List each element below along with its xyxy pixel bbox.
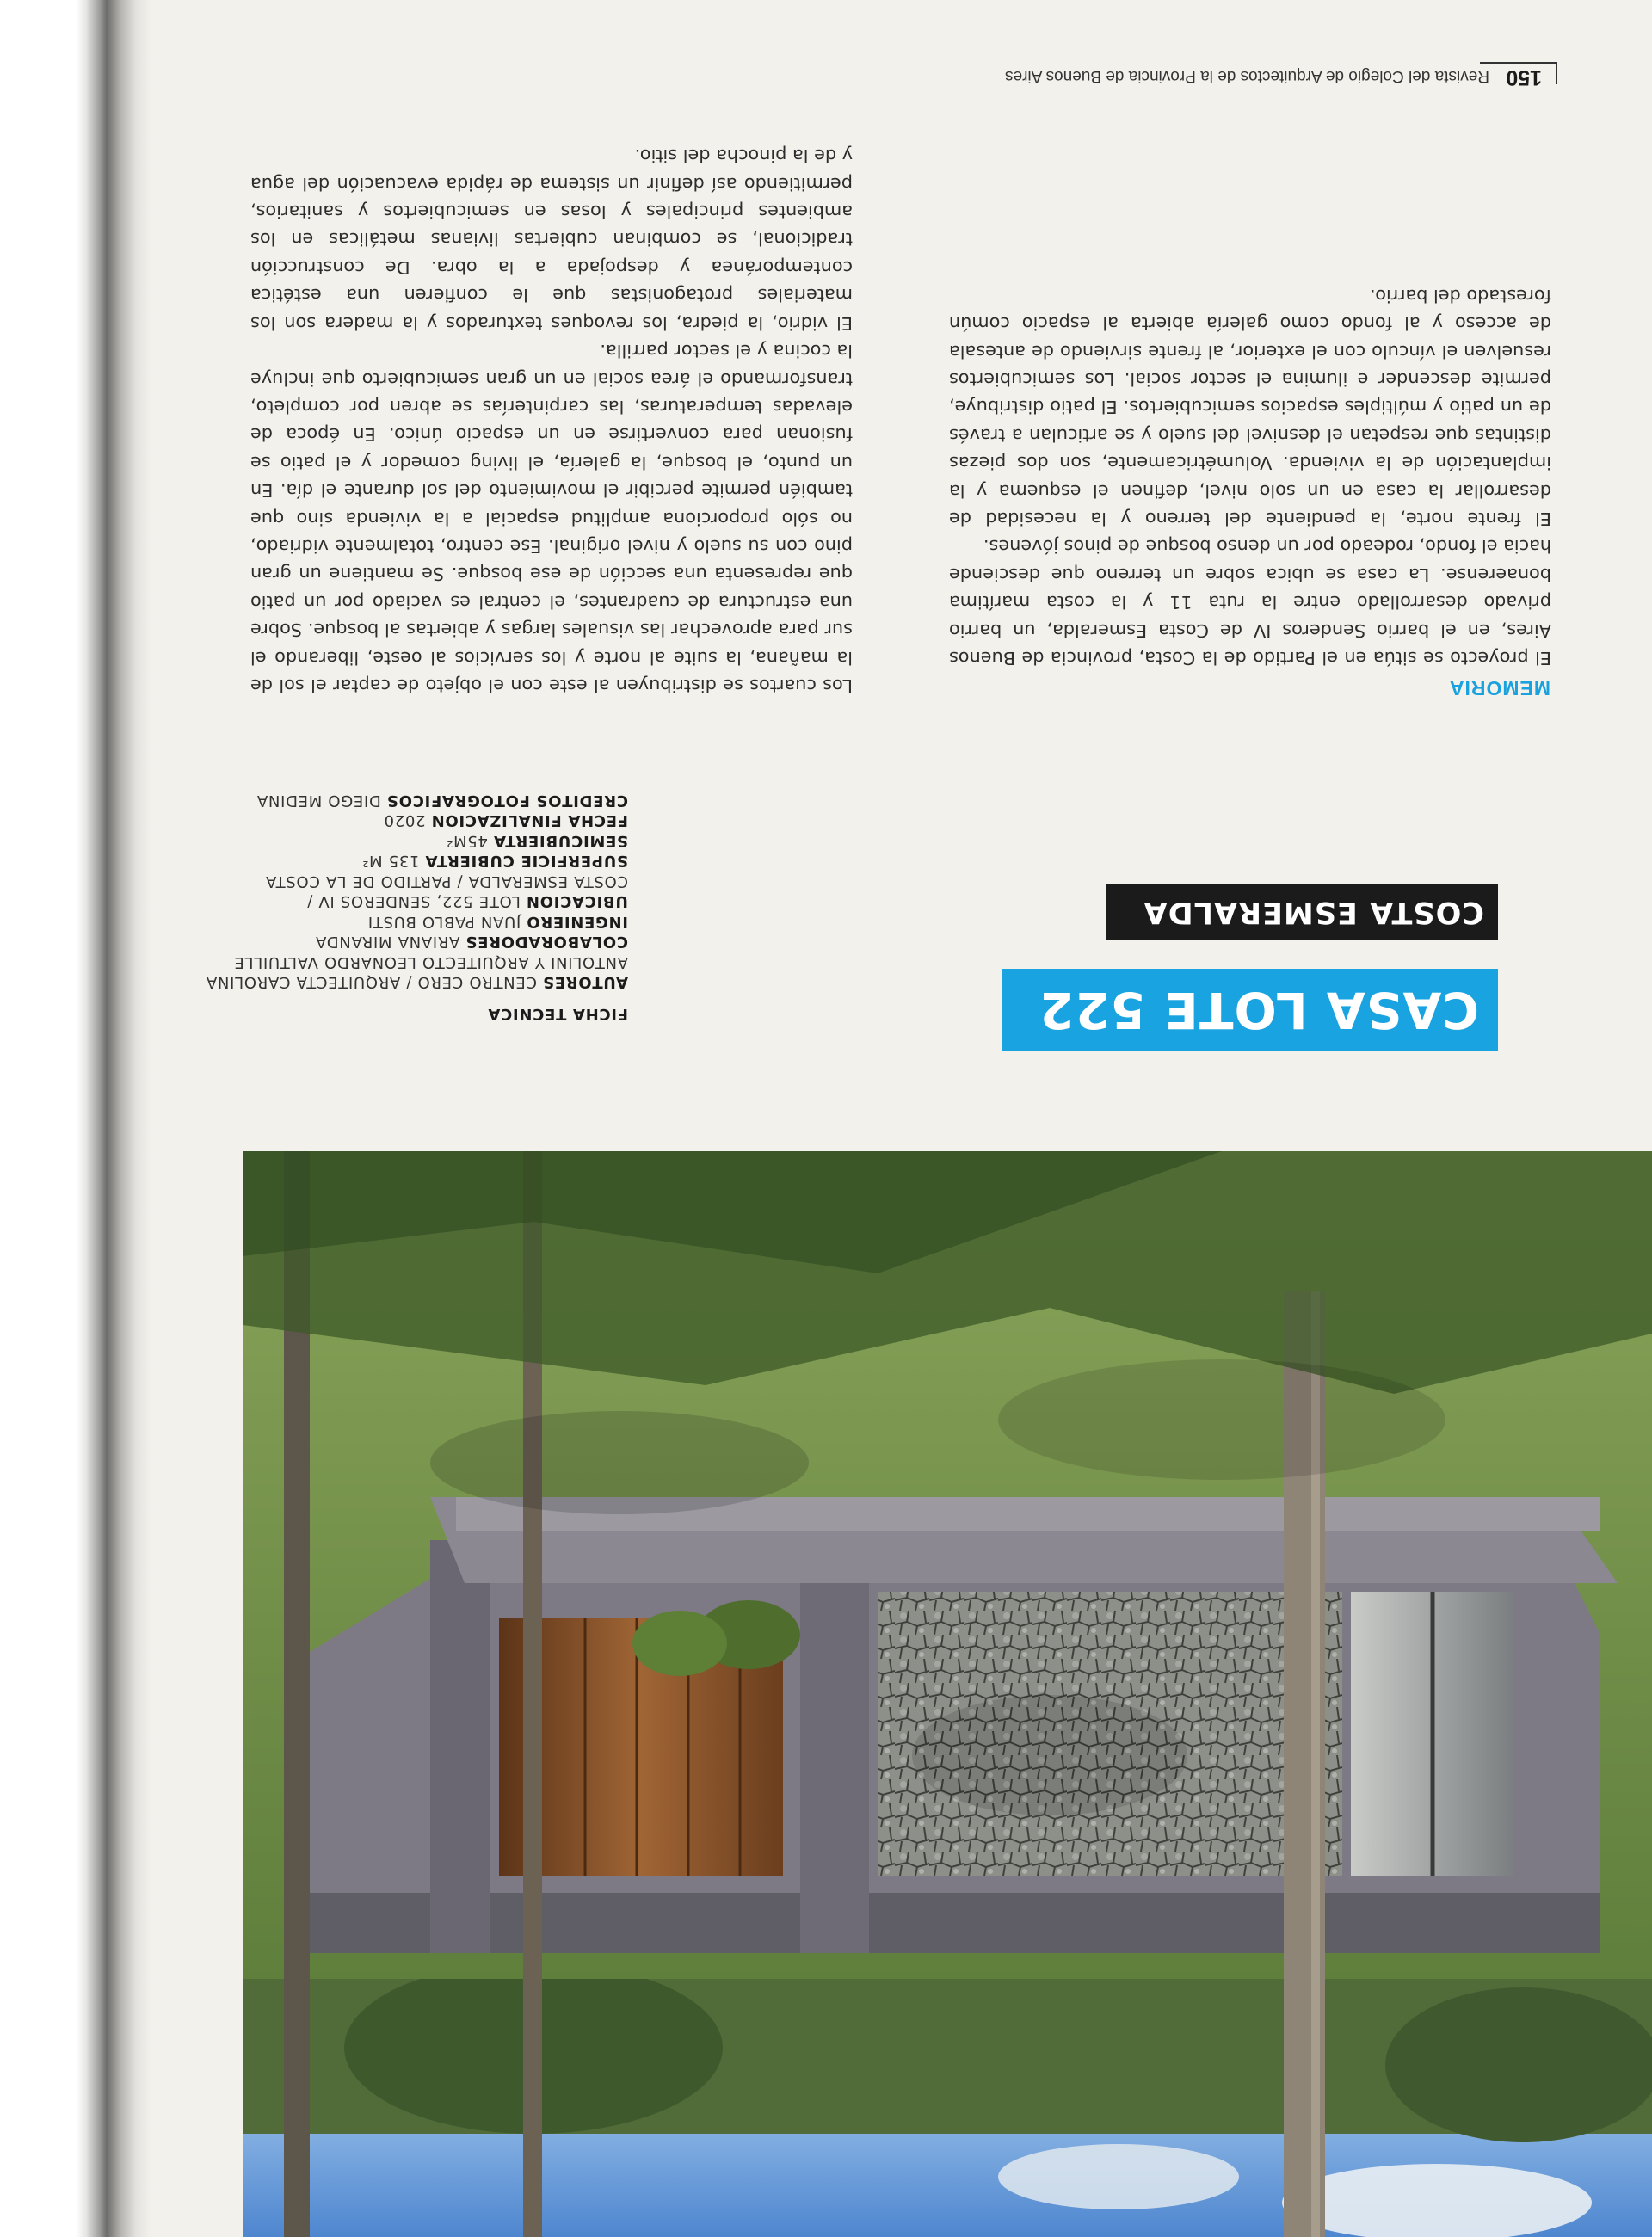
ficha-value: 135 M²: [361, 852, 420, 871]
ficha-label: FECHA FINALIZACION: [430, 811, 628, 830]
ficha-row-ubicacion: [224, 891, 628, 912]
ficha-value: LOTE 522, SENDEROS IV /: [306, 892, 521, 911]
ficha-label: SEMICUBIERTA: [493, 832, 628, 850]
house-plinth: [310, 1893, 1600, 1953]
cloud-shape: [998, 2144, 1239, 2209]
patio-plant: [632, 1611, 727, 1676]
running-header: [697, 59, 1557, 89]
house-photograph: [243, 1151, 1652, 2237]
ficha-value: 45M²: [446, 832, 488, 850]
ficha-row-ingeniero: [224, 912, 628, 933]
ficha-heading: FICHA TECNICA: [487, 1005, 628, 1023]
ficha-label: SUPERFICIE CUBIERTA: [424, 852, 628, 871]
ficha-value: CENTRO CERO / ARQUITECTA CAROLINA: [206, 973, 537, 992]
ficha-label: AUTORES: [542, 973, 628, 992]
ficha-value: COSTA ESMERALDA / PARTIDO DE LA COSTA: [265, 872, 628, 890]
memoria-column-right: [250, 142, 853, 699]
ficha-label: COLABORADORES: [465, 933, 628, 952]
project-location-title: COSTA ESMERALDA: [1106, 884, 1498, 940]
header-rule: [1480, 62, 1557, 64]
ficha-row-autores-cont: [224, 952, 628, 973]
concrete-column: [430, 1540, 490, 1953]
ficha-row-autores: [206, 972, 628, 993]
page-number: 150: [1506, 65, 1542, 89]
memoria-paragraph-2: El frente norte, la pendiente del terreno y la necesidad de desarrollar la casa en un solo nivel, definen el esquema y la implantación de la vivienda. Volumétricamente, son dos piezas distintas que respetan el desnivel del suelo y se articulan a través de un patio y múltiples espacios semicubiertos. El patio distribuye, permite descender e ilumina el sector social. Los semicubiertos resuelven el vínculo con el exterior, al frente sirviendo de antesala de acceso y al fondo como galería abierta al espacio común forestado del barrio.: [949, 285, 1551, 529]
ficha-label: CREDITOS FOTOGRAFICOS: [386, 792, 628, 810]
header-rule-tick: [1556, 64, 1557, 84]
ficha-value: ARIANA MIRANDA: [315, 933, 460, 952]
ficha-value: DIEGO MEDINA: [256, 792, 381, 810]
memoria-heading: MEMORIA: [1448, 677, 1550, 699]
memoria-column-left: [949, 281, 1551, 672]
ficha-row-ubicacion-cont: [224, 872, 628, 892]
ficha-row-colaboradores: [224, 932, 628, 952]
memoria-paragraph-3: Los cuartos se distribuyen al este con el objeto de captar el sol de la mañana, la suite al norte y los servicios al oeste, liberando el sur para aprovechar las visuales largas y abiertas al bosque. Sobre una estructura de cuadrantes, el central es vaciado por un patio que representa una sección de ese bosque. Se mantiene un gran pino con su suelo y nivel original. Ese centro, totalmente vidriado, no sólo proporciona amplitud espacial a la vivienda sino que también permite percibir el movimiento del sol durante el día. En un punto, el bosque, la galería, el living comedor y el patio se fusionan para convertirse en un espacio único. En época de elevadas temperaturas, las carpinterías se abren por completo, transformando el área social en un gran semicubierto que incluye la cocina y el sector parrilla.: [250, 341, 853, 696]
ficha-row-superficie: [224, 851, 628, 872]
ficha-tecnica: [206, 791, 628, 1025]
ficha-value: JUAN PABLO BUSTI: [367, 913, 521, 931]
ficha-row-semicubierta: [224, 831, 628, 852]
concrete-column: [800, 1540, 869, 1953]
ficha-value: 2020: [383, 811, 426, 830]
ficha-value: ANTOLINI Y ARQUITECTO LEONARDO VALTUILLE: [233, 953, 628, 971]
ficha-row-creditos: [224, 791, 628, 811]
ficha-label: UBICACION: [526, 892, 628, 911]
tree-canopy: [1385, 1987, 1652, 2142]
ficha-row-fecha: [224, 810, 628, 831]
ficha-label: INGENIERO: [526, 913, 628, 931]
project-title: CASA LOTE 522: [1002, 969, 1498, 1051]
publication-name: Revista del Colegio de Arquitectos de la Provincia de Buenos Aires: [1005, 67, 1489, 85]
memoria-paragraph-4: El vidrio, la piedra, los revoques texturados y la madera son los materiales protagonistas que le confieren una estética contemporánea y despojada a la obra. De construcción tradicional, se combinan cubiertas livianas metálicas en los ambientes principales y losas en semicubiertos y sanitarios, permitiendo así definir un sistema de rápida evacuación del agua y de la pinocha del sitio.: [250, 145, 853, 334]
memoria-paragraph-1: El proyecto se sitúa en el Partido de la Costa, provincia de Buenos Aires, en el barrio Senderos IV de Costa Esmeralda, un barrio privado desarrollado entre la ruta 11 y la costa marítima bonaerense. La casa se ubica sobre un terreno que desciende hacia el fondo, rodeado por un denso bosque de pinos jóvenes.: [949, 536, 1551, 669]
